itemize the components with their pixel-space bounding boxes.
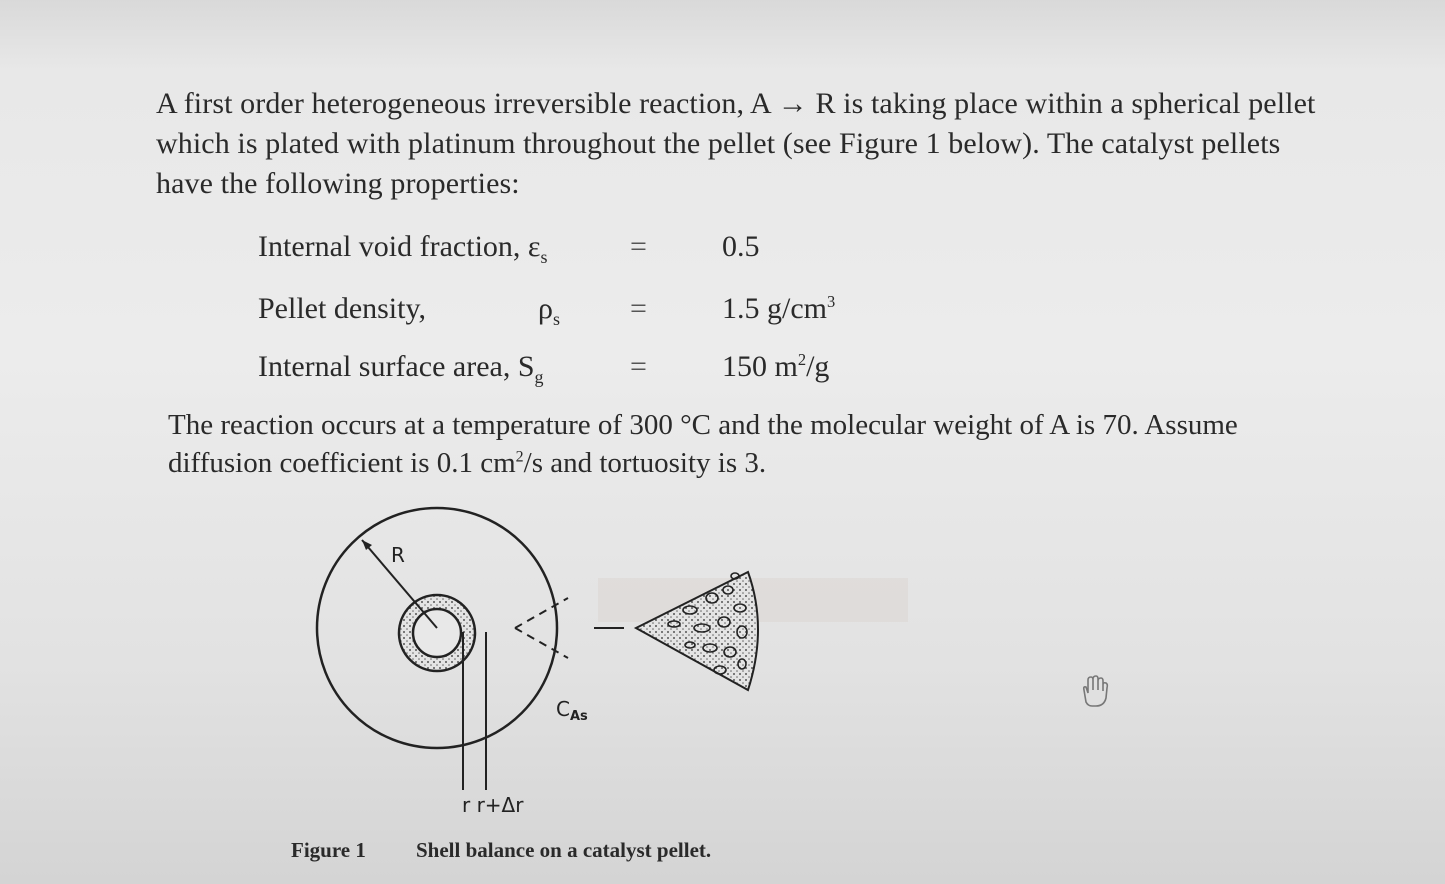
property-row-pellet-density <box>258 292 958 332</box>
property-row-surface-area <box>258 350 958 390</box>
property-row-void-fraction <box>258 230 958 270</box>
property-value: 0.5 <box>722 230 760 263</box>
r-labels: r r+Δr <box>462 793 524 817</box>
conditions-line-2: diffusion coefficient is 0.1 $cm^2/s$ and tortuosity is 3. <box>168 447 767 479</box>
intro-line-3: have the following properties: <box>156 167 520 200</box>
intro-paragraph <box>156 84 1356 204</box>
property-label: Internal surface area, $S_g$ <box>258 350 544 387</box>
catalyst-pellet-figure <box>0 500 1445 884</box>
property-value: 1.5 $g/cm^3$ <box>722 292 836 325</box>
figure-caption: Shell balance on a catalyst pellet. <box>416 838 712 862</box>
hand-cursor-icon <box>1084 676 1108 706</box>
conditions-paragraph <box>168 406 1318 482</box>
equals-sign: = <box>630 292 647 325</box>
shell-inner-circle <box>413 609 461 657</box>
conditions-line-1: The reaction occurs at a temperature of 300 °C and the molecular weight of A is 70. Assume <box>168 409 1238 441</box>
property-label: Internal void fraction, $\varepsilon_s$ <box>258 230 548 267</box>
surface-concentration-label: $C_{As}$ <box>556 697 588 724</box>
property-value: 150 $m^2/g$ <box>722 350 830 383</box>
figure-label: Figure 1 <box>291 838 366 862</box>
intro-line-1: A first order heterogeneous irreversible reaction, A → R is taking place within a spherical pellet <box>156 87 1316 120</box>
property-label: Pellet density, <box>258 292 427 325</box>
cone-dash-top <box>515 598 568 628</box>
equals-sign: = <box>630 230 647 263</box>
cone-dash-bottom <box>515 628 568 658</box>
equals-sign: = <box>630 350 647 383</box>
property-symbol: $\rho_s$ <box>538 292 560 329</box>
radius-label: R <box>391 543 405 567</box>
intro-line-2: which is plated with platinum throughout the pellet (see Figure 1 below). The catalyst pellets <box>156 127 1281 160</box>
